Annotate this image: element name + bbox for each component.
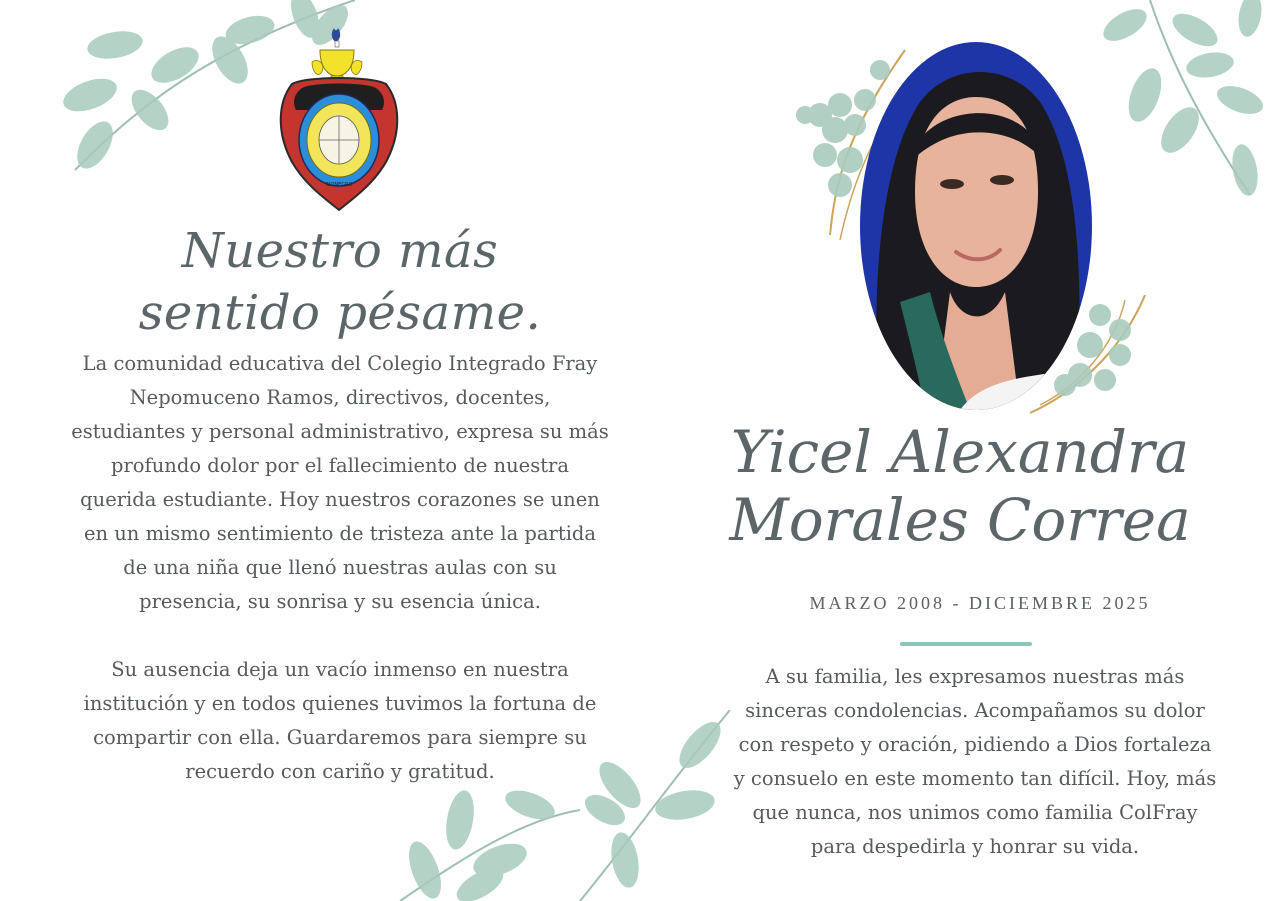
left-paragraph-1: La comunidad educativa del Colegio Integrado Fray Nepomuceno Ramos, directivos, docentes, estudiantes y personal administrativo, expresa su más profundo dolor por el fallecimiento de nuestra querida estudiante. Hoy nuestros corazones se unen en un mismo sentimiento de tristeza ante la partida de una niña que llenó nuestras aulas con su presencia, su sonrisa y su esencia única. <box>71 352 609 613</box>
life-dates: MARZO 2008 - DICIEMBRE 2025 <box>809 593 1151 613</box>
school-seal-logo <box>272 22 406 212</box>
name-line-2: Morales Correa <box>729 486 1191 554</box>
deceased-name <box>720 418 1200 554</box>
portrait-photo <box>860 42 1092 410</box>
seal-location-text: RIONEGRO <box>325 182 353 188</box>
left-paragraph-2: Su ausencia deja un vacío inmenso en nuestra institución y en todos quienes tuvimos la fortuna de compartir con ella. Guardaremos para siempre su recuerdo con cariño y gratitud. <box>83 658 597 783</box>
accent-divider <box>900 642 1032 646</box>
condolence-heading: Nuestro más sentido pésame. <box>138 223 542 341</box>
leaf-sprig-top-right <box>1100 0 1270 200</box>
right-paragraph: A su familia, les expresamos nuestras más sinceras condolencias. Acompañamos su dolor con respeto y oración, pidiendo a Dios fortaleza y consuelo en este momento tan difícil. Hoy, más que nunca, nos unimos como familia ColFray para despedirla y honrar su vida. <box>733 665 1217 858</box>
name-line-1: Yicel Alexandra <box>730 418 1190 486</box>
